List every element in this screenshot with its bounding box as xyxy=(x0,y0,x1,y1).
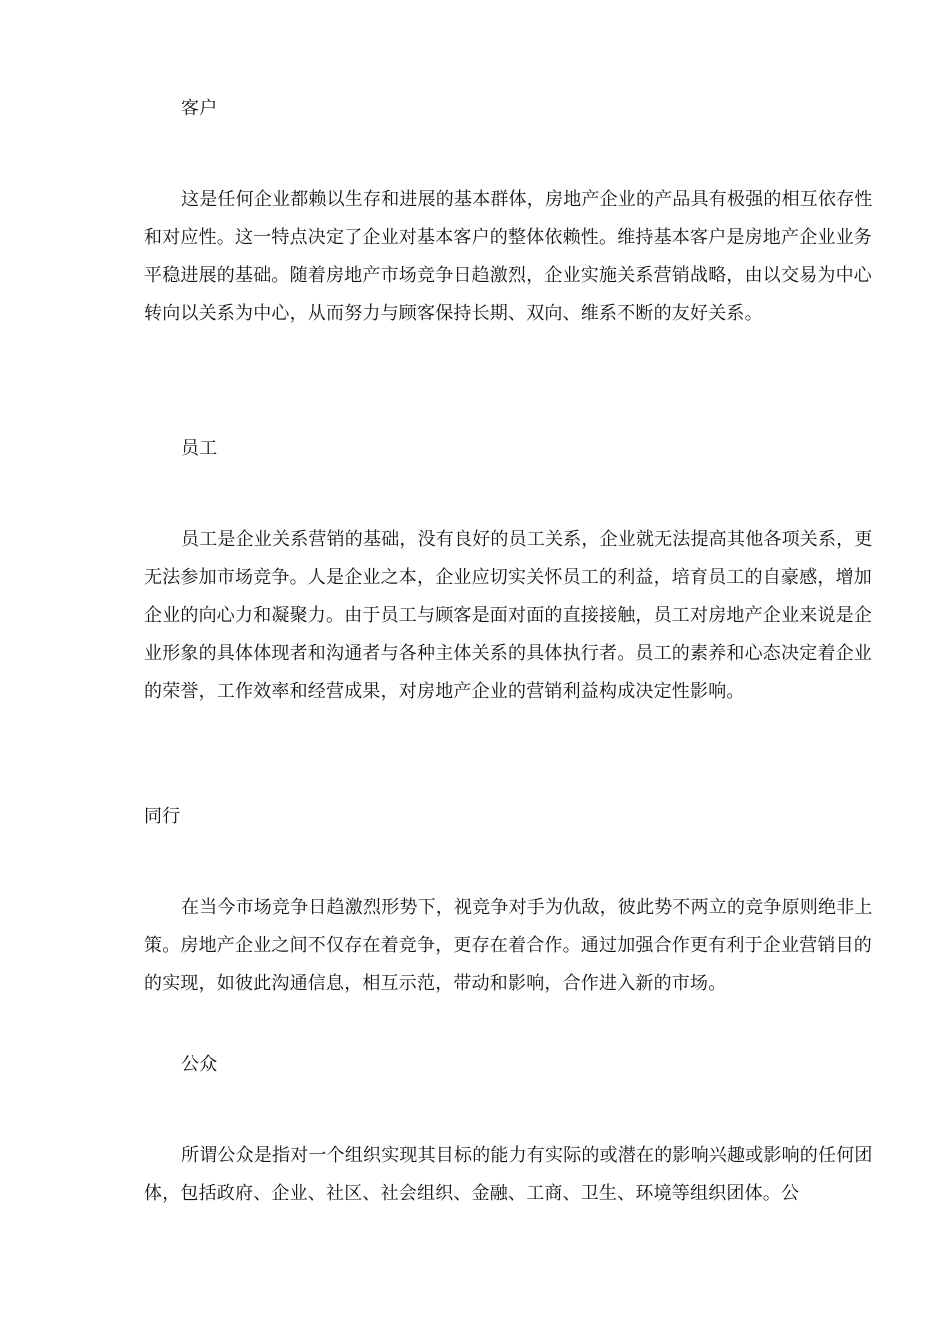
section-heading-employees: 员工 xyxy=(181,438,218,459)
section-paragraph-employees: 员工是企业关系营销的基础，没有良好的员工关系，企业就无法提高其他各项关系，更无法参加市场竞争。人是企业之本，企业应切实关怀员工的利益，培育员工的自豪感，增加企业的向心力和凝聚力。由于员工与顾客是面对面的直接接触，员工对房地产企业来说是企业形象的具体体现者和沟通者与各种主体关系的具体执行者。员工的素养和心态决定着企业的荣誉，工作效率和经营成果，对房地产企业的营销利益构成决定性影响。 xyxy=(144,529,873,702)
section-paragraph-public: 所谓公众是指对一个组织实现其目标的能力有实际的或潜在的影响兴趣或影响的任何团体，包括政府、企业、社区、社会组织、金融、工商、卫生、环境等组织团体。公 xyxy=(144,1145,873,1204)
section-heading-peers: 同行 xyxy=(144,806,181,827)
section-paragraph-customers: 这是任何企业都赖以生存和进展的基本群体，房地产企业的产品具有极强的相互依存性和对应性。这一特点决定了企业对基本客户的整体依赖性。维持基本客户是房地产企业业务平稳进展的基础。随着房地产市场竞争日趋激烈，企业实施关系营销战略，由以交易为中心转向以关系为中心，从而努力与顾客保持长期、双向、维系不断的友好关系。 xyxy=(144,189,873,324)
section-heading-customers: 客户 xyxy=(181,98,218,119)
section-paragraph-peers: 在当今市场竞争日趋激烈形势下，视竞争对手为仇敌，彼此势不两立的竞争原则绝非上策。房地产企业之间不仅存在着竞争，更存在着合作。通过加强合作更有利于企业营销目的的实现，如彼此沟通信息，相互示范，带动和影响，合作进入新的市场。 xyxy=(144,897,873,994)
section-heading-public: 公众 xyxy=(181,1054,218,1075)
